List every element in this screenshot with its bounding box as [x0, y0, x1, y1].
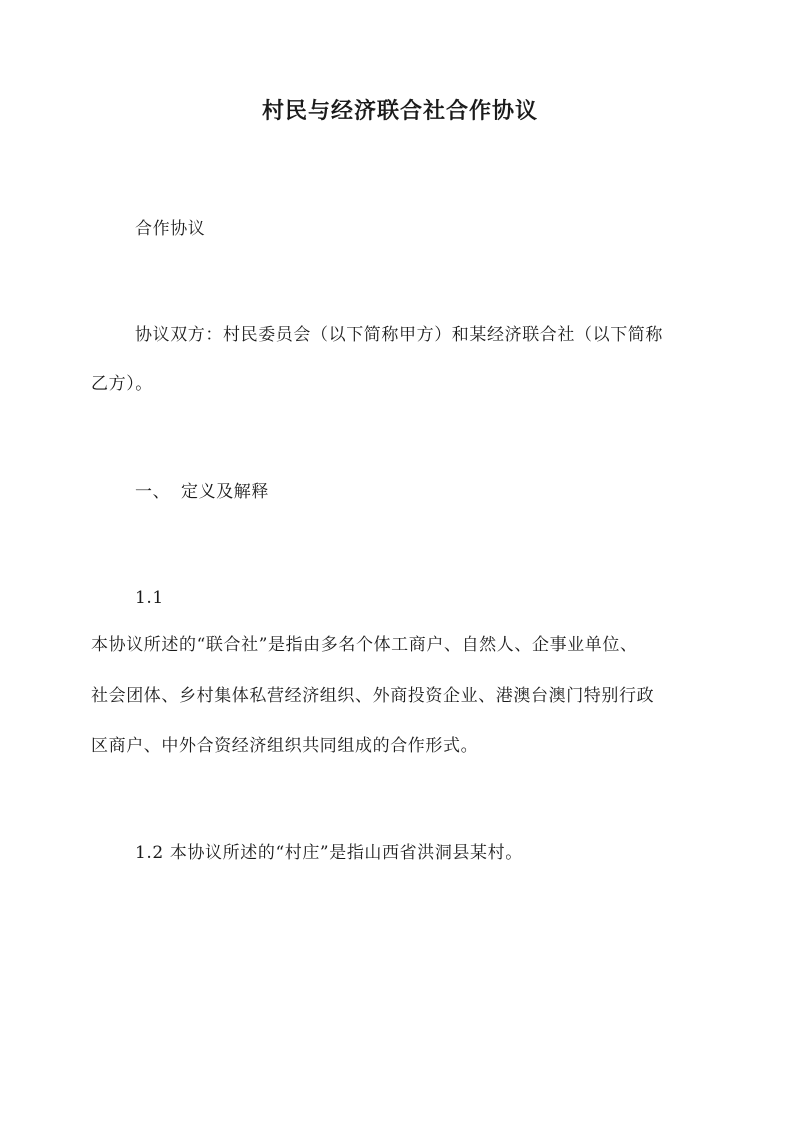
clause-1-2: 1.2 本协议所述的“村庄”是指山西省洪洞县某村。	[135, 843, 523, 863]
clause-1-1-line-1: 本协议所述的“联合社”是指由多名个体工商户、自然人、企事业单位、	[91, 635, 638, 655]
document-title: 村民与经济联合社合作协议	[261, 98, 538, 124]
parties-line-1: 协议双方：村民委员会（以下简称甲方）和某经济联合社（以下简称	[135, 325, 663, 345]
clause-1-1-line-3: 区商户、中外合资经济组织共同组成的合作形式。	[91, 736, 479, 756]
parties-line-2: 乙方）。	[91, 374, 153, 394]
agreement-heading: 合作协议	[135, 219, 206, 239]
section-1-number: 一、	[135, 482, 171, 502]
clause-1-1-number: 1.1	[135, 588, 164, 608]
clause-1-1-line-2: 社会团体、乡村集体私营经济组织、外商投资企业、港澳台澳门特别行政	[91, 686, 655, 706]
section-1-label: 定义及解释	[181, 482, 269, 502]
section-1-heading	[135, 480, 711, 504]
